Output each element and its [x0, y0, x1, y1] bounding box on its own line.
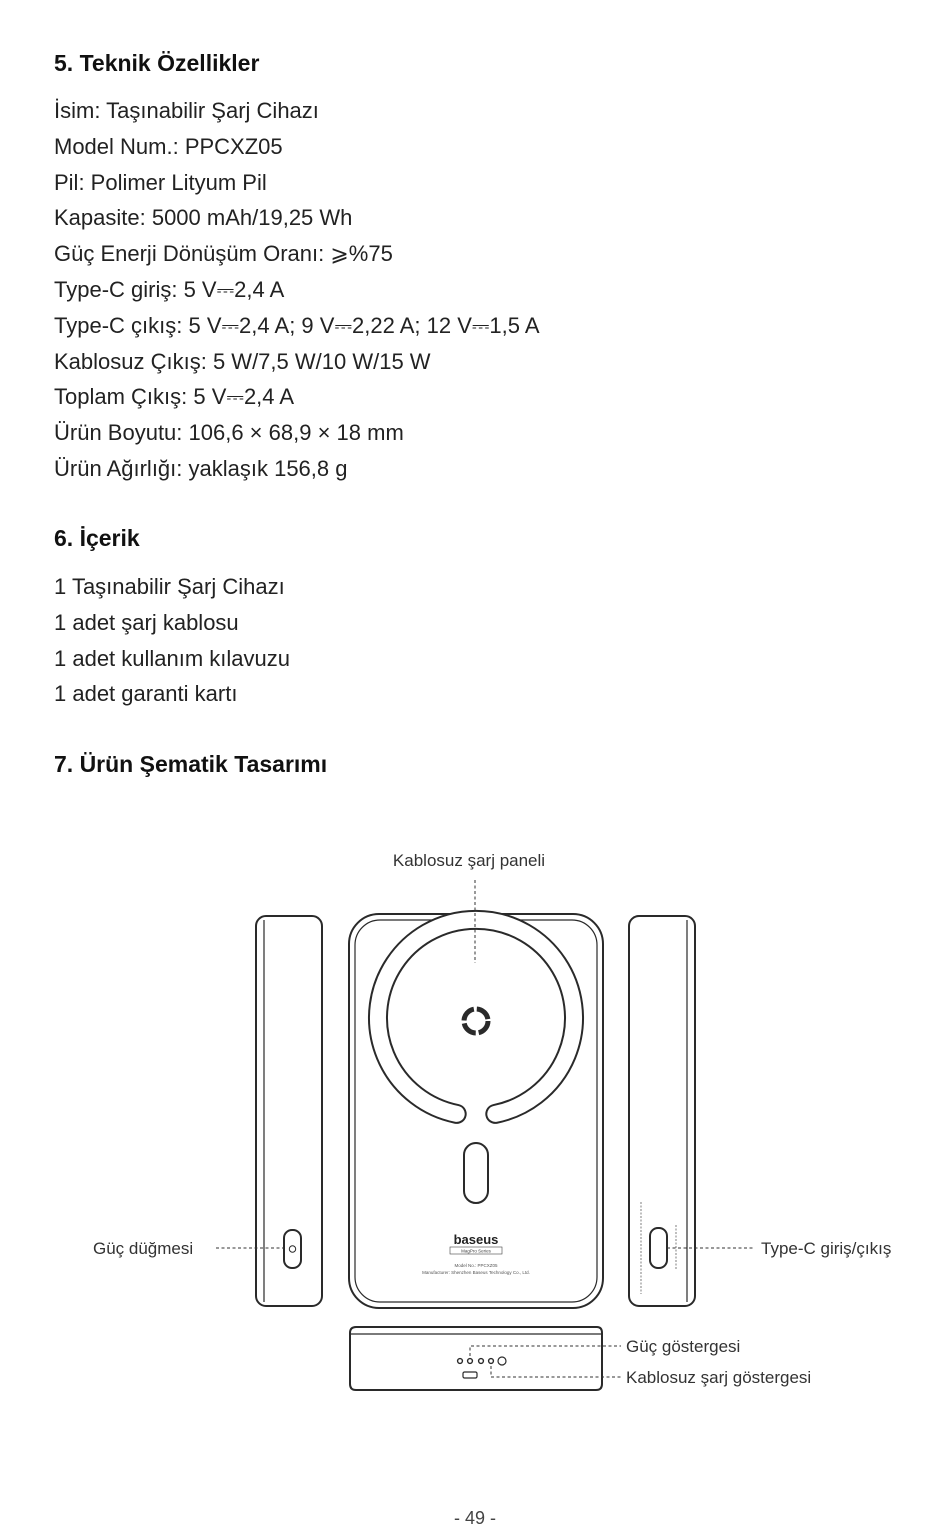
contents-line: 1 adet garanti kartı [54, 681, 238, 707]
wireless-indicator-icon [498, 1357, 506, 1365]
typec-port-shape [650, 1228, 667, 1268]
indicator-led [489, 1359, 494, 1364]
label-typec-port: Type-C giriş/çıkış [761, 1239, 892, 1258]
spec-line: Güç Enerji Dönüşüm Oranı: ⩾%75 [54, 241, 393, 267]
bottom-view [350, 1327, 602, 1390]
label-wireless-panel: Kablosuz şarj paneli [392, 851, 546, 870]
page-number: - 49 - [453, 1508, 496, 1528]
device-series: MagPro Series [461, 1248, 491, 1254]
label-wireless-indicator: Kablosuz şarj göstergesi [626, 1368, 812, 1387]
spec-line: Pil: Polimer Lityum Pil [54, 169, 267, 195]
contents-line: 1 adet şarj kablosu [54, 609, 239, 635]
charging-coil-icon [464, 1009, 488, 1033]
label-power-indicator: Güç göstergesi [626, 1337, 741, 1356]
label-power-button: Güç düğmesi [93, 1239, 194, 1258]
spec-line: İsim: Taşınabilir Şarj Cihazı [54, 98, 319, 123]
spec-line: Ürün Ağırlığı: yaklaşık 156,8 g [54, 455, 348, 481]
spec-line: Type-C giriş: 5 V⎓2,4 A [54, 276, 285, 302]
power-icon [289, 1246, 295, 1252]
indicator-led [468, 1359, 473, 1364]
spec-line: Kablosuz Çıkış: 5 W/7,5 W/10 W/15 W [54, 348, 431, 374]
device-manufacturer: Manufacturer: Shenzhen Baseus Technology Co., Ltd. [422, 1270, 530, 1275]
contents-line: 1 adet kullanım kılavuzu [54, 645, 291, 671]
spec-line: Ürün Boyutu: 106,6 × 68,9 × 18 mm [54, 420, 404, 446]
indicator-led [458, 1359, 463, 1364]
section-heading-specs: 5. Teknik Özellikler [54, 50, 260, 76]
contents-line: 1 Taşınabilir Şarj Cihazı [54, 574, 285, 599]
battery-icon [463, 1372, 477, 1378]
spec-line: Toplam Çıkış: 5 V⎓2,4 A [54, 384, 295, 410]
power-button-shape [284, 1230, 301, 1268]
alignment-slot [464, 1143, 488, 1203]
indicator-led [479, 1359, 484, 1364]
section-heading-contents: 6. İçerik [54, 525, 140, 551]
spec-line: Type-C çıkış: 5 V⎓2,4 A; 9 V⎓2,22 A; 12 V⎓1,5 A [54, 312, 540, 338]
device-brand-logo: baseus [453, 1232, 499, 1247]
device-model: Model No.: PPCXZ05 [454, 1263, 498, 1268]
spec-line: Kapasite: 5000 mAh/19,25 Wh [54, 205, 353, 231]
spec-line: Model Num.: PPCXZ05 [54, 133, 283, 159]
section-heading-schematic: 7. Ürün Şematik Tasarımı [54, 751, 328, 777]
